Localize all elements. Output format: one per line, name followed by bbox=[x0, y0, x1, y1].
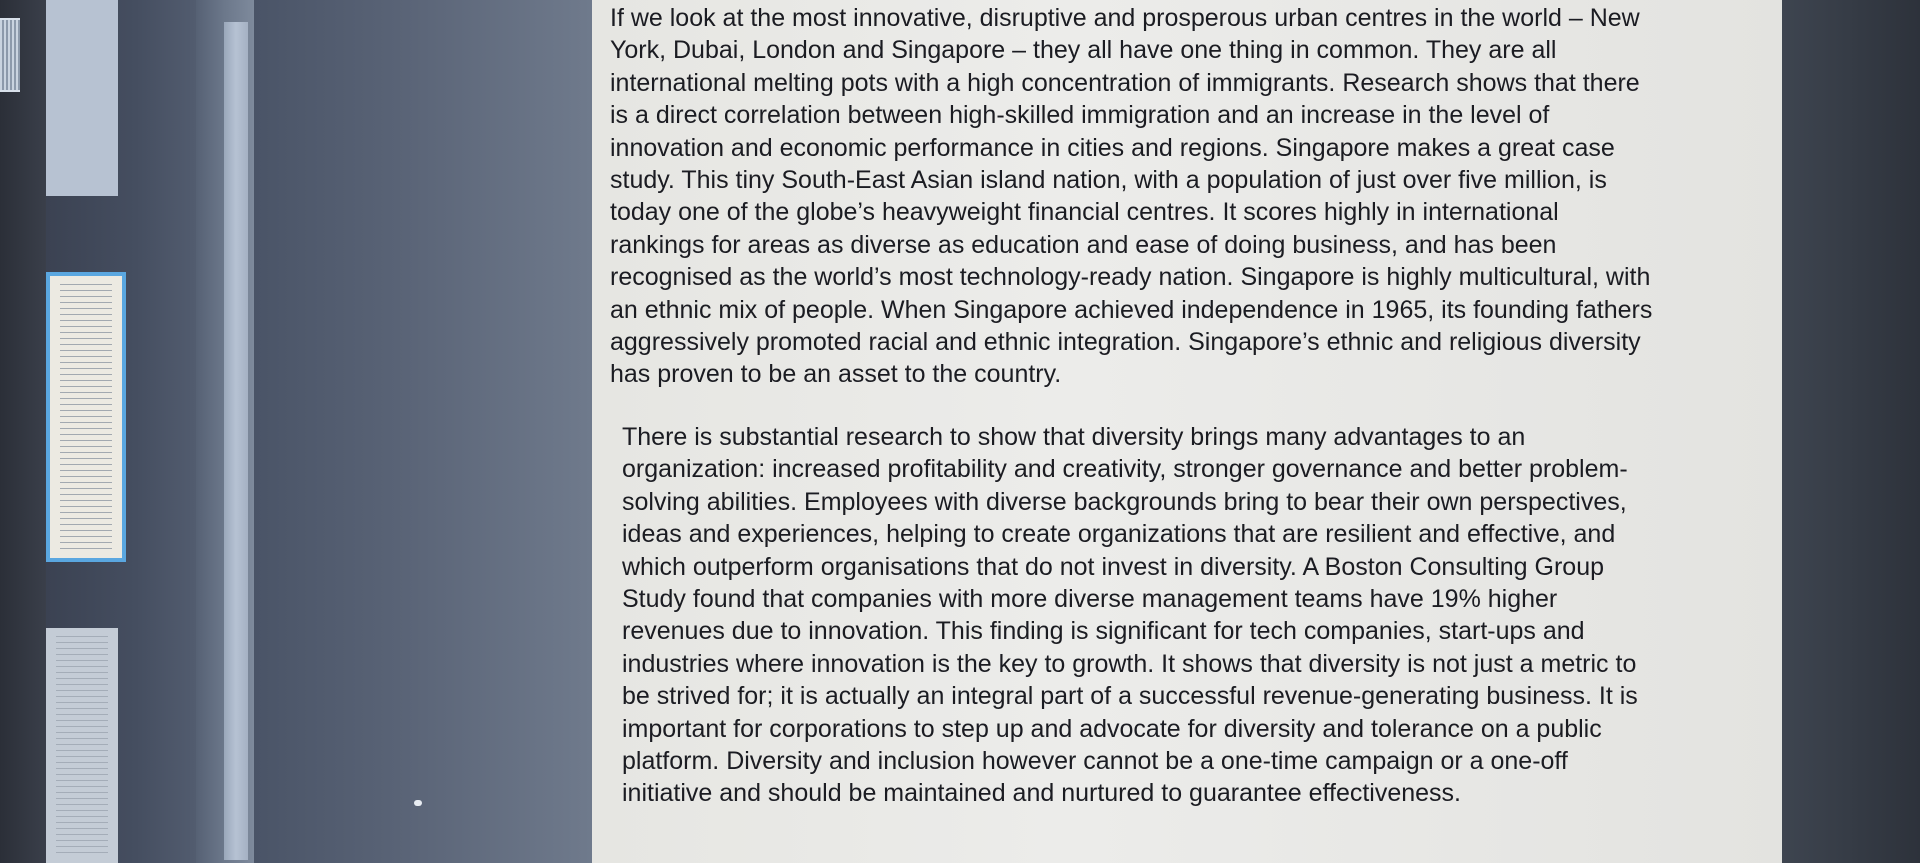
window-right-edge bbox=[1782, 0, 1920, 863]
thumbnail-text-lines bbox=[60, 284, 112, 550]
window-left-edge bbox=[0, 0, 46, 863]
page-thumbnail-3[interactable] bbox=[46, 628, 118, 863]
thumbnail-scrollbar[interactable] bbox=[196, 0, 254, 863]
paragraph[interactable]: There is substantial research to show that diversity brings many advantages to an organization: increased profitability and creativity, stronger governance and better problem-solving abilities. Employees with diverse backgrounds bring to bear their own perspectives, ideas and experiences, helping to create organizations that are resilient and effective, and which outperform organisations that do not invest in diversity. A Boston Consulting Group Study found that companies with more diverse management teams have 19% higher revenues due to innovation. This finding is significant for tech companies, start-ups and industries where innovation is the key to growth. It shows that diversity is not just a metric to be strived for; it is actually an integral part of a successful revenue-generating business. It is important for corporations to step up and advocate for diversity and tolerance on a public platform. Diversity and inclusion however cannot be a one-time campaign or a one-off initiative and should be maintained and nurtured to guarantee effectiveness. bbox=[622, 422, 1638, 808]
cursor-icon bbox=[414, 800, 422, 806]
paragraph[interactable]: If we look at the most innovative, disruptive and prosperous urban centres in the world – New York, Dubai, London and Singapore – they all have one thing in common. They are all international melting pots with a high concentration of immigrants. Research shows that there is a direct correlation between high-skilled immigration and an increase in the level of innovation and economic performance in cities and regions. Singapore makes a great case study. This tiny South-East Asian island nation, with a population of just over five million, is today one of the globe’s heavyweight financial centres. It scores highly in international rankings for areas as diverse as education and ease of doing business, and has been recognised as the world’s most technology-ready nation. Singapore is highly multicultural, with an ethnic mix of people. When Singapore achieved independence in 1965, its founding fathers aggressively promoted racial and ethnic integration. Singapore’s ethnic and religious diversity has proven to be an asset to the country. bbox=[610, 4, 1653, 389]
thumbnail-text-lines bbox=[56, 636, 108, 855]
document-body[interactable] bbox=[610, 2, 1660, 810]
page-thumbnail-pane bbox=[46, 0, 196, 863]
toolbar-icon[interactable] bbox=[0, 18, 20, 92]
page-thumbnail-1[interactable] bbox=[46, 0, 118, 196]
page-thumbnail-selected[interactable] bbox=[46, 272, 126, 562]
document-page[interactable] bbox=[592, 0, 1782, 863]
document-workspace bbox=[254, 0, 592, 863]
scrollbar-thumb[interactable] bbox=[224, 22, 248, 860]
